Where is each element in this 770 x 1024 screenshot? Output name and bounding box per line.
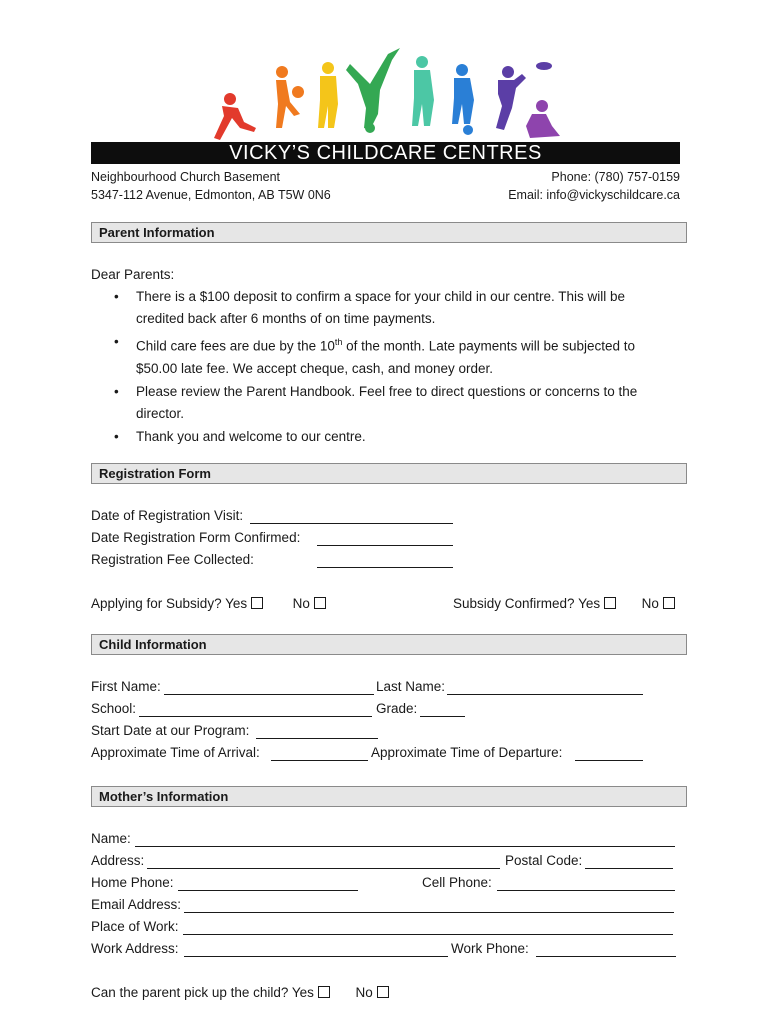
mother-email-field[interactable]	[184, 912, 674, 913]
mother-address-label: Address:	[91, 853, 145, 868]
child-figure-yellow	[318, 62, 338, 128]
work-address-label: Work Address:	[91, 941, 179, 956]
departure-time-label: Approximate Time of Departure:	[371, 745, 563, 760]
work-phone-field[interactable]	[536, 956, 676, 957]
section-header-parent-information: Parent Information	[91, 222, 687, 243]
section-header-child-information: Child Information	[91, 634, 687, 655]
arrival-time-label: Approximate Time of Arrival:	[91, 745, 260, 760]
subsidy-no-checkbox[interactable]	[314, 597, 326, 609]
mother-address-field[interactable]	[147, 868, 500, 869]
home-phone-label: Home Phone:	[91, 875, 174, 890]
last-name-label: Last Name:	[376, 679, 446, 694]
logo-children-silhouettes	[210, 44, 560, 140]
child-figure-purple	[526, 100, 560, 138]
registration-fee-field[interactable]	[317, 567, 453, 568]
child-figure-blue	[452, 64, 474, 135]
confirmed-no-label: No	[641, 596, 659, 611]
home-phone-field[interactable]	[178, 890, 358, 891]
mother-name-field[interactable]	[135, 846, 675, 847]
pickup-question: Can the parent pick up the child?	[91, 985, 289, 1000]
place-of-work-label: Place of Work:	[91, 919, 179, 934]
centre-name-banner: VICKY’S CHILDCARE CENTRES	[91, 142, 680, 164]
section-header-mothers-information: Mother’s Information	[91, 786, 687, 807]
parent-notes-list	[91, 286, 671, 449]
school-field[interactable]	[139, 716, 372, 717]
last-name-field[interactable]	[447, 694, 643, 695]
subsidy-yes-label: Yes	[225, 596, 248, 611]
section-header-registration-form: Registration Form	[91, 463, 687, 484]
child-figure-green	[346, 48, 400, 133]
departure-time-field[interactable]	[575, 760, 643, 761]
email-address: Email: info@vickyschildcare.ca	[508, 188, 680, 202]
confirmed-yes-checkbox[interactable]	[604, 597, 616, 609]
grade-field[interactable]	[420, 716, 465, 717]
phone-number: Phone: (780) 757-0159	[551, 170, 680, 184]
child-figure-teal	[412, 56, 434, 126]
child-figure-red	[214, 93, 256, 140]
postal-code-field[interactable]	[585, 868, 673, 869]
place-of-work-field[interactable]	[183, 934, 673, 935]
note-fees-sup: th	[334, 337, 343, 347]
first-name-label: First Name:	[91, 679, 161, 694]
subsidy-no-label: No	[292, 596, 310, 611]
address-line-1: Neighbourhood Church Basement	[91, 170, 281, 184]
school-label: School:	[91, 701, 137, 716]
cell-phone-field[interactable]	[497, 890, 675, 891]
list-item	[91, 286, 671, 330]
address-block	[91, 168, 331, 204]
contact-block	[508, 168, 680, 204]
subsidy-confirmed-row	[453, 593, 675, 615]
pickup-yes-label: Yes	[291, 985, 314, 1000]
greeting: Dear Parents:	[91, 267, 175, 282]
registration-visit-label: Date of Registration Visit:	[91, 508, 244, 523]
child-figure-orange	[276, 66, 304, 128]
first-name-field[interactable]	[164, 694, 374, 695]
subsidy-yes-checkbox[interactable]	[251, 597, 263, 609]
applying-subsidy-label: Applying for Subsidy?	[91, 596, 222, 611]
mother-name-label: Name:	[91, 831, 131, 846]
registration-confirmed-label: Date Registration Form Confirmed:	[91, 530, 301, 545]
pickup-row	[91, 982, 389, 1004]
note-handbook: Please review the Parent Handbook. Feel free to direct questions or concerns to the director.	[136, 383, 638, 421]
start-date-field[interactable]	[256, 738, 378, 739]
registration-visit-field[interactable]	[250, 523, 453, 524]
address-line-2: 5347-112 Avenue, Edmonton, AB T5W 0N6	[91, 188, 331, 202]
confirmed-no-checkbox[interactable]	[663, 597, 675, 609]
note-fees-pre: Child care fees are due by the 10	[136, 338, 335, 354]
mother-email-label: Email Address:	[91, 897, 182, 912]
list-item	[91, 331, 671, 380]
work-phone-label: Work Phone:	[451, 941, 529, 956]
note-welcome: Thank you and welcome to our centre.	[136, 428, 366, 444]
applying-subsidy-row	[91, 593, 326, 615]
note-fees-post: of the month. Late payments will be subjected to $50.00 late fee. We accept cheque, cash, and money order.	[136, 338, 636, 376]
confirmed-yes-label: Yes	[578, 596, 601, 611]
work-address-field[interactable]	[184, 956, 448, 957]
pickup-yes-checkbox[interactable]	[318, 986, 330, 998]
subsidy-confirmed-label: Subsidy Confirmed?	[453, 596, 575, 611]
pickup-no-checkbox[interactable]	[377, 986, 389, 998]
pickup-no-label: No	[355, 985, 373, 1000]
cell-phone-label: Cell Phone:	[422, 875, 492, 890]
registration-confirmed-field[interactable]	[317, 545, 453, 546]
registration-fee-label: Registration Fee Collected:	[91, 552, 254, 567]
note-deposit: There is a $100 deposit to confirm a space for your child in our centre. This will be credited back after 6 months of on time payments.	[136, 289, 625, 326]
list-item	[91, 381, 671, 425]
start-date-label: Start Date at our Program:	[91, 723, 250, 738]
list-item	[91, 426, 671, 448]
arrival-time-field[interactable]	[271, 760, 368, 761]
postal-code-label: Postal Code:	[505, 853, 583, 868]
grade-label: Grade:	[376, 701, 418, 716]
